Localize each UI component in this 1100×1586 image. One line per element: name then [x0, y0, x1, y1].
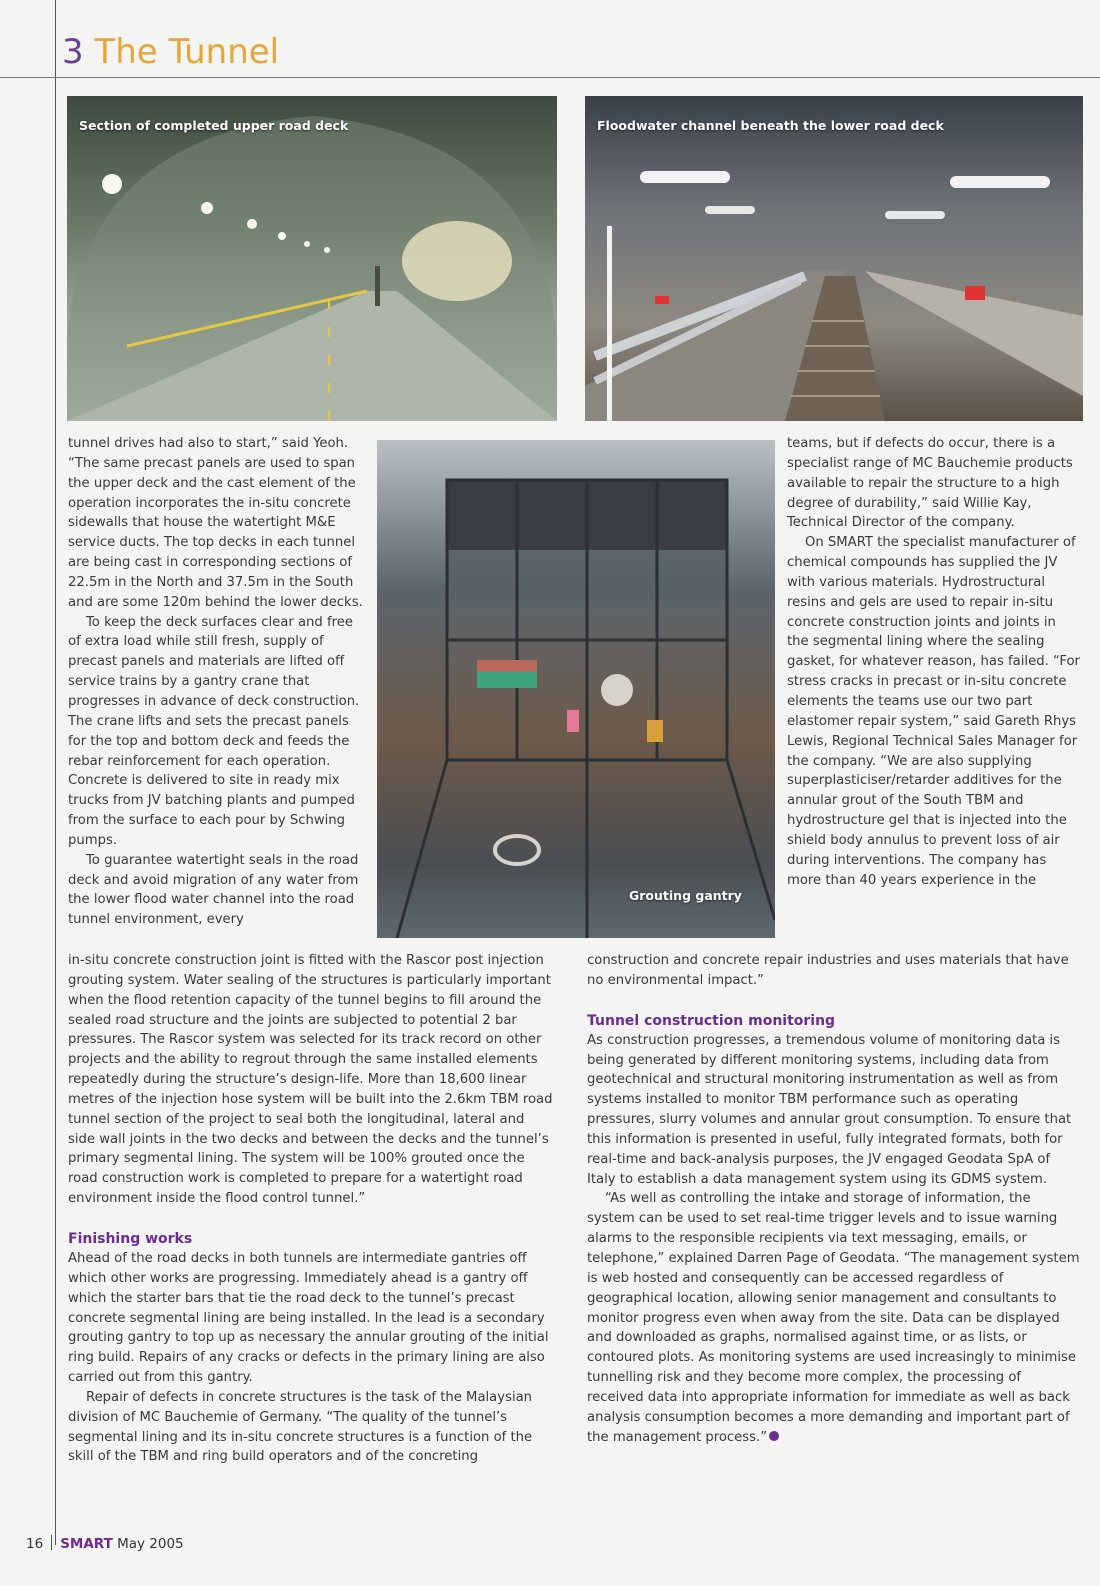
photo-grouting-gantry: [377, 440, 775, 938]
monitoring-heading: Tunnel construction monitoring: [587, 1012, 836, 1029]
section-title-text: The Tunnel: [94, 32, 280, 72]
body-paragraph: [587, 1189, 1080, 1447]
issue-date: May 2005: [117, 1536, 184, 1552]
tunnel-illustration: [67, 96, 557, 421]
left-wide-column: [68, 951, 554, 1467]
vertical-rule: [55, 0, 56, 1545]
body-paragraph: Repair of defects in concrete structures is the task of the Malaysian division of MC Bauchemie of Germany. “The quality of the tunnel’s segmental lining and its in-situ concrete structures is a function of the skill of the TBM and ring build operators and of the concreting: [68, 1389, 533, 1465]
section-number: 3: [62, 32, 84, 72]
page-footer: [26, 1534, 184, 1554]
magazine-name: SMART: [60, 1536, 113, 1552]
body-paragraph: in-situ concrete construction joint is fitted with the Rascor post injection grouting system. Water sealing of the structures is particularly important when the flood retention capacity of the tunnel begins to fill around the sealed road structure and the joints are subjected to potential 2 bar pressures. The Rascor system was selected for its track record on other projects and the ability to regrout through the same installed elements repeatedly during the structure’s design-life. More than 18,600 linear metres of the injection hose system will be built into the 2.6km TBM road tunnel section of the project to seal both the longitudinal, lateral and side wall joints in the two decks and between the decks and the tunnel’s primary segmental lining. The system will be 100% grouted once the road construction work is completed to prepare for a watertight road environment inside the flood control tunnel.”: [68, 953, 553, 1207]
section-title: [62, 30, 279, 74]
photo-upper-road-deck: [67, 96, 557, 421]
finishing-works-heading: Finishing works: [68, 1230, 193, 1247]
photo-caption-upper-deck: Section of completed upper road deck: [79, 118, 349, 133]
body-paragraph: On SMART the specialist manufacturer of chemical compounds has supplied the JV with various materials. Hydrostructural resins and gels are used to repair in-situ concrete construction joints and joints in the segmental lining where the sealing gasket, for whatever reason, has failed. “For stress cracks in precast or in-situ concrete elements the teams use our two part elastomer repair system,” said Gareth Rhys Lewis, Regional Technical Sales Manager for the company. “We are also supplying superplasticiser/retarder additives for the annular grout of the South TBM and hydrostructure gel that is injected into the shield body annulus to prevent loss of air during interventions. The company has more than 40 years experience in the: [787, 535, 1080, 888]
page-number: 16: [26, 1536, 44, 1552]
photo-floodwater-channel: [585, 96, 1083, 421]
gantry-illustration: [377, 440, 775, 938]
photo-caption-floodwater: Floodwater channel beneath the lower road deck: [597, 118, 944, 133]
header-rule: [0, 77, 1100, 78]
body-paragraph: To guarantee watertight seals in the road deck and avoid migration of any water from the lower flood water channel into the road tunnel environment, every: [68, 852, 359, 928]
body-paragraph: construction and concrete repair industries and uses materials that have no environmental impact.”: [587, 953, 1069, 988]
right-wide-column: [587, 951, 1080, 1447]
body-paragraph: To keep the deck surfaces clear and free of extra load while still fresh, supply of precast panels and materials are lifted off service trains by a gantry crane that progresses in advance of deck construction. The crane lifts and sets the precast panels for the top and bottom deck and feeds the rebar reinforcement for each operation. Concrete is delivered to site in ready mix trucks from JV batching plants and pumped from the surface to each pour by Schwing pumps.: [68, 614, 360, 848]
footer-divider: [51, 1535, 52, 1550]
channel-illustration: [585, 96, 1083, 421]
body-paragraph: teams, but if defects do occur, there is a specialist range of MC Bauchemie products available to repair the structure to a high degree of durability,” said Willie Kay, Technical Director of the company.: [787, 436, 1073, 531]
body-paragraph: As construction progresses, a tremendous volume of monitoring data is being generated by different monitoring systems, including data from geotechnical and structural monitoring instrumentation as well as from systems installed to monitor TBM performance such as operating pressures, slurry volumes and annular grout consumption. To ensure that this information is presented in useful, fully integrated formats, both for real-time and back-analysis purposes, the JV engaged Geodata SpA of Italy to establish a data management system using its GDMS system.: [587, 1032, 1072, 1187]
end-mark-icon: [769, 1431, 779, 1441]
body-paragraph: Ahead of the road decks in both tunnels are intermediate gantries off which other works are progressing. Immediately ahead is a gantry off which the starter bars that tie the road deck to the tunnel’s precast concrete segmental lining are being installed. In the lead is a secondary grouting gantry to top up as necessary the annular grouting of the initial ring build. Repairs of any cracks or defects in the primary lining are also carried out from this gantry.: [68, 1250, 549, 1386]
photo-caption-grouting: Grouting gantry: [629, 888, 742, 903]
left-column: [68, 434, 364, 930]
closing-paragraph-text: “As well as controlling the intake and storage of information, the system can be used to set real-time trigger levels and to issue warning alarms to the responsible recipients via text messaging, emails, or telephone,” explained Darren Page of Geodata. “The management system is web hosted and consequently can be accessed regardless of geographical location, allowing senior management and consultants to monitor progress even when away from the site. Data can be displayed and downloaded as graphs, normalised against time, or as lists, or contoured plots. As monitoring systems are used increasingly to minimise tunnelling risk and they become more complex, the processing of received data into appropriate information for immediate as well as back analysis consumption becomes a more demanding and important part of the management process.”: [587, 1191, 1080, 1445]
body-paragraph: tunnel drives had also to start,” said Yeoh. “The same precast panels are used to span the upper deck and the cast element of the operation incorporates the in-situ concrete sidewalls that house the watertight M&E service ducts. The top decks in each tunnel are being cast in corresponding sections of 22.5m in the North and 37.5m in the South and are some 120m behind the lower decks.: [68, 436, 363, 610]
right-column: [787, 434, 1080, 890]
